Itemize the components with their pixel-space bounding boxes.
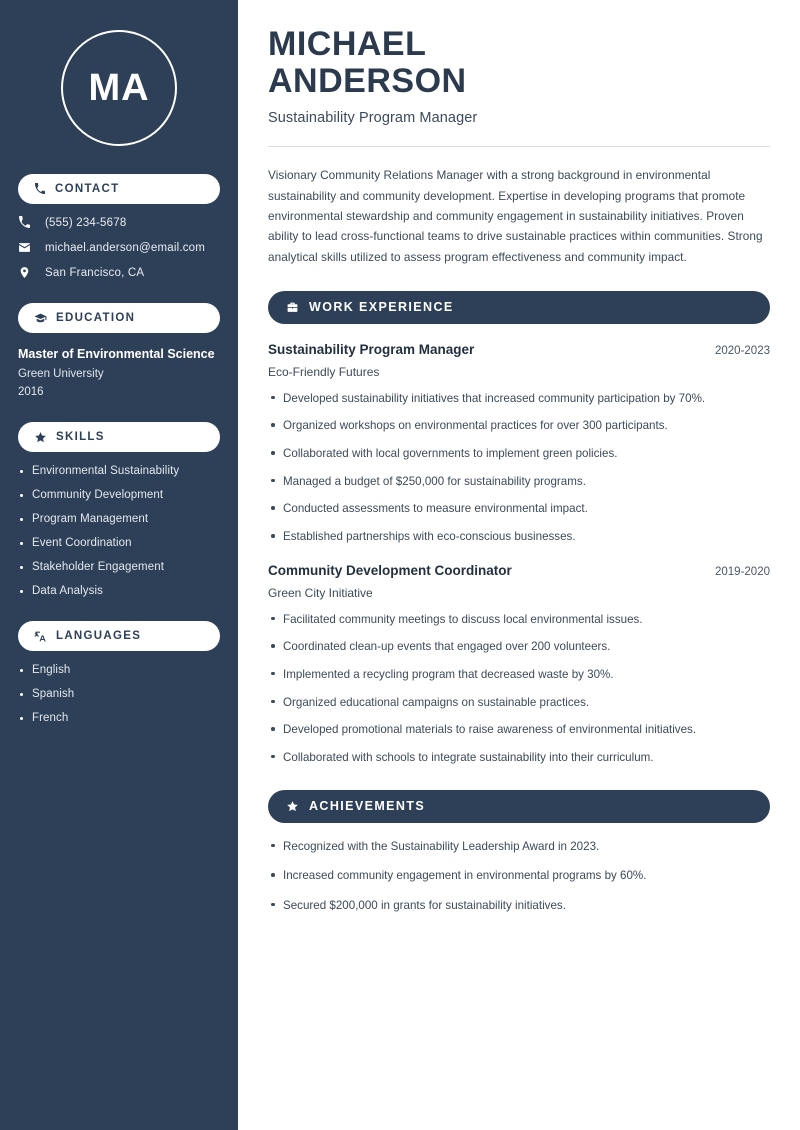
languages-list: [18, 664, 220, 724]
avatar-container: [18, 30, 220, 146]
job-company: Green City Initiative: [268, 585, 373, 600]
education-degree: Master of Environmental Science: [18, 347, 215, 361]
list-item: Secured $200,000 in grants for sustainability initiatives.: [268, 898, 770, 914]
list-item: Developed sustainability initiatives that increased community participation by 70%.: [268, 391, 770, 407]
list-item: Recognized with the Sustainability Leadership Award in 2023.: [268, 839, 770, 855]
envelope-icon: [18, 241, 38, 254]
star-icon: [34, 431, 47, 444]
list-item: Stakeholder Engagement: [18, 561, 220, 573]
sidebar: [0, 0, 238, 1130]
list-item: Conducted assessments to measure environmental impact.: [268, 501, 770, 517]
translate-icon: [34, 630, 47, 643]
job-role: Community Development Coordinator: [268, 562, 512, 578]
job-role: Sustainability Program Manager: [268, 341, 475, 357]
star-icon: [286, 800, 299, 813]
phone-icon: [18, 216, 38, 229]
list-item: Increased community engagement in environmental programs by 60%.: [268, 868, 770, 884]
header-divider: [268, 146, 770, 147]
contact-location-value: San Francisco, CA: [45, 266, 145, 279]
list-item: Managed a budget of $250,000 for sustainability programs.: [268, 474, 770, 490]
job-company: Eco-Friendly Futures: [268, 364, 380, 379]
graduation-cap-icon: [34, 312, 47, 325]
list-item: Collaborated with local governments to implement green policies.: [268, 446, 770, 462]
achievements-list: [268, 839, 770, 914]
job-dates: 2019-2020: [715, 565, 770, 578]
education-school: Green University: [18, 368, 104, 380]
work-experience-heading-label: WORK EXPERIENCE: [309, 300, 454, 315]
work-experience-item: [268, 342, 770, 545]
education-entry: [18, 347, 220, 398]
skills-section-heading: [18, 422, 220, 452]
page-title: [268, 26, 770, 99]
languages-heading-label: LANGUAGES: [56, 630, 142, 642]
job-dates: 2020-2023: [715, 344, 770, 357]
work-experience-section-heading: [268, 291, 770, 324]
job-bullet-list: [268, 612, 770, 766]
education-section-heading: [18, 303, 220, 333]
list-item: English: [18, 664, 220, 676]
last-name: ANDERSON: [268, 61, 467, 100]
professional-summary: Visionary Community Relations Manager with a strong background in environmental sustainability and community development. Expertise in developing programs that promote environmental stewardship and community engagement in sustainability initiatives. Proven ability to lead cross-functional teams to drive sustainable practices within communities. Strong analytical skills utilized to assess program effectiveness and community impact.: [268, 168, 763, 264]
contact-email-value: michael.anderson@email.com: [45, 241, 206, 254]
achievements-section-heading: [268, 790, 770, 823]
skills-list: [18, 465, 220, 597]
education-heading-label: EDUCATION: [56, 312, 136, 324]
contact-list: [18, 216, 220, 279]
list-item: French: [18, 712, 220, 724]
list-item: Data Analysis: [18, 585, 220, 597]
education-year: 2016: [18, 386, 44, 398]
avatar: MA: [61, 30, 177, 146]
job-header: [268, 563, 770, 578]
contact-phone-value: (555) 234-5678: [45, 216, 127, 229]
first-name: MICHAEL: [268, 25, 427, 63]
list-item: Environmental Sustainability: [18, 465, 220, 477]
list-item: Collaborated with schools to integrate sustainability into their curriculum.: [268, 750, 770, 766]
headline-job-title: Sustainability Program Manager: [268, 110, 478, 127]
contact-heading-label: CONTACT: [55, 183, 120, 195]
list-item: Established partnerships with eco-conscious businesses.: [268, 529, 770, 545]
map-pin-icon: [18, 266, 38, 279]
list-item: Coordinated clean-up events that engaged over 200 volunteers.: [268, 639, 770, 655]
achievements-heading-label: ACHIEVEMENTS: [309, 799, 426, 814]
job-bullet-list: [268, 391, 770, 545]
job-header: [268, 342, 770, 357]
list-item: Facilitated community meetings to discuss local environmental issues.: [268, 612, 770, 628]
list-item: Organized workshops on environmental practices for over 300 participants.: [268, 418, 770, 434]
work-experience-item: [268, 563, 770, 766]
list-item: Implemented a recycling program that decreased waste by 30%.: [268, 667, 770, 683]
contact-location: [18, 266, 220, 279]
main-content: [238, 0, 800, 1130]
contact-email: [18, 241, 220, 254]
list-item: Developed promotional materials to raise awareness of environmental initiatives.: [268, 722, 770, 738]
list-item: Community Development: [18, 489, 220, 501]
skills-heading-label: SKILLS: [56, 431, 105, 443]
contact-section-heading: [18, 174, 220, 204]
list-item: Organized educational campaigns on sustainable practices.: [268, 695, 770, 711]
briefcase-icon: [286, 301, 299, 314]
list-item: Spanish: [18, 688, 220, 700]
phone-icon: [34, 183, 46, 195]
list-item: Event Coordination: [18, 537, 220, 549]
languages-section-heading: [18, 621, 220, 651]
contact-phone: [18, 216, 220, 229]
list-item: Program Management: [18, 513, 220, 525]
